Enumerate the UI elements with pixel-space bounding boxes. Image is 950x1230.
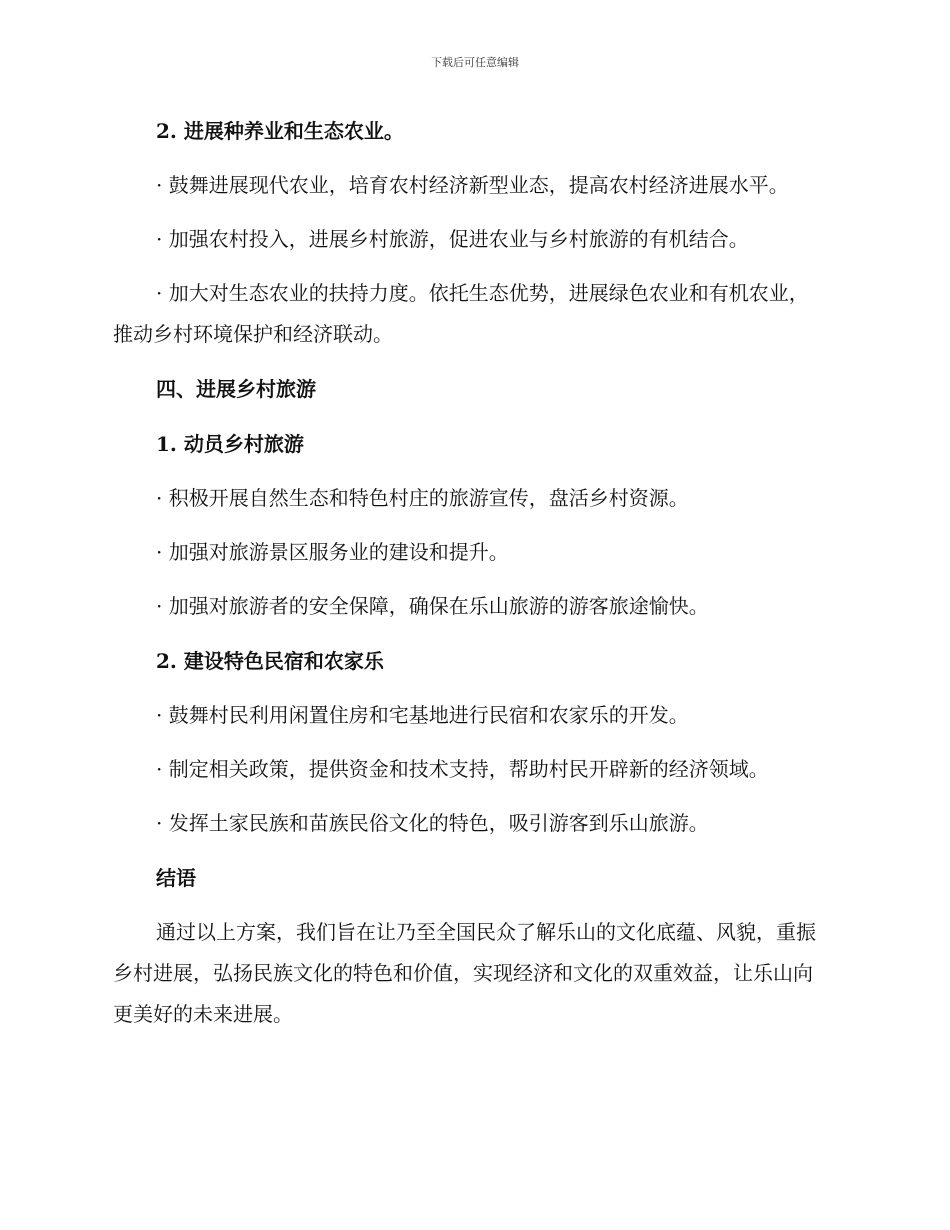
document-body: [113, 110, 825, 1048]
bullet-scenic-services: · 加强对旅游景区服务业的建设和提升。: [156, 540, 509, 564]
section-heading-farming: 2. 进展种养业和生态农业。: [156, 119, 404, 143]
section-heading-conclusion: 结语: [156, 866, 196, 890]
bullet-policy-support: · 制定相关政策，提供资金和技术支持，帮助村民开辟新的经济领域。: [156, 757, 769, 781]
bullet-ecological-agriculture: · 加大对生态农业的扶持力度。依托生态优势，进展绿色农业和有机农业，推动乡村环境保护和经济联动。: [113, 281, 809, 346]
bullet-ethnic-culture: · 发挥土家民族和苗族民俗文化的特色，吸引游客到乐山旅游。: [156, 811, 709, 835]
bullet-tourist-safety: · 加强对旅游者的安全保障，确保在乐山旅游的游客旅途愉快。: [156, 594, 709, 618]
section-heading-homestays: 2. 建设特色民宿和农家乐: [156, 649, 384, 673]
bullet-homestay-development: · 鼓舞村民利用闲置住房和宅基地进行民宿和农家乐的开发。: [156, 703, 689, 727]
chapter-heading-rural-tourism: 四、进展乡村旅游: [156, 377, 316, 401]
bullet-rural-investment: · 加强农村投入，进展乡村旅游，促进农业与乡村旅游的有机结合。: [156, 227, 749, 251]
conclusion-paragraph: 通过以上方案，我们旨在让乃至全国民众了解乐山的文化底蕴、风貌，重振乡村进展，弘扬民族文化的特色和价值，实现经济和文化的双重效益，让乐山向更美好的未来进展。: [113, 920, 816, 1026]
bullet-modern-agriculture: · 鼓舞进展现代农业，培育农村经济新型业态，提高农村经济进展水平。: [156, 173, 789, 197]
page-header-note: 下载后可任意编辑: [431, 56, 519, 69]
section-heading-mobilize-tourism: 1. 动员乡村旅游: [156, 432, 304, 456]
bullet-tourism-promotion: · 积极开展自然生态和特色村庄的旅游宣传，盘活乡村资源。: [156, 486, 689, 510]
